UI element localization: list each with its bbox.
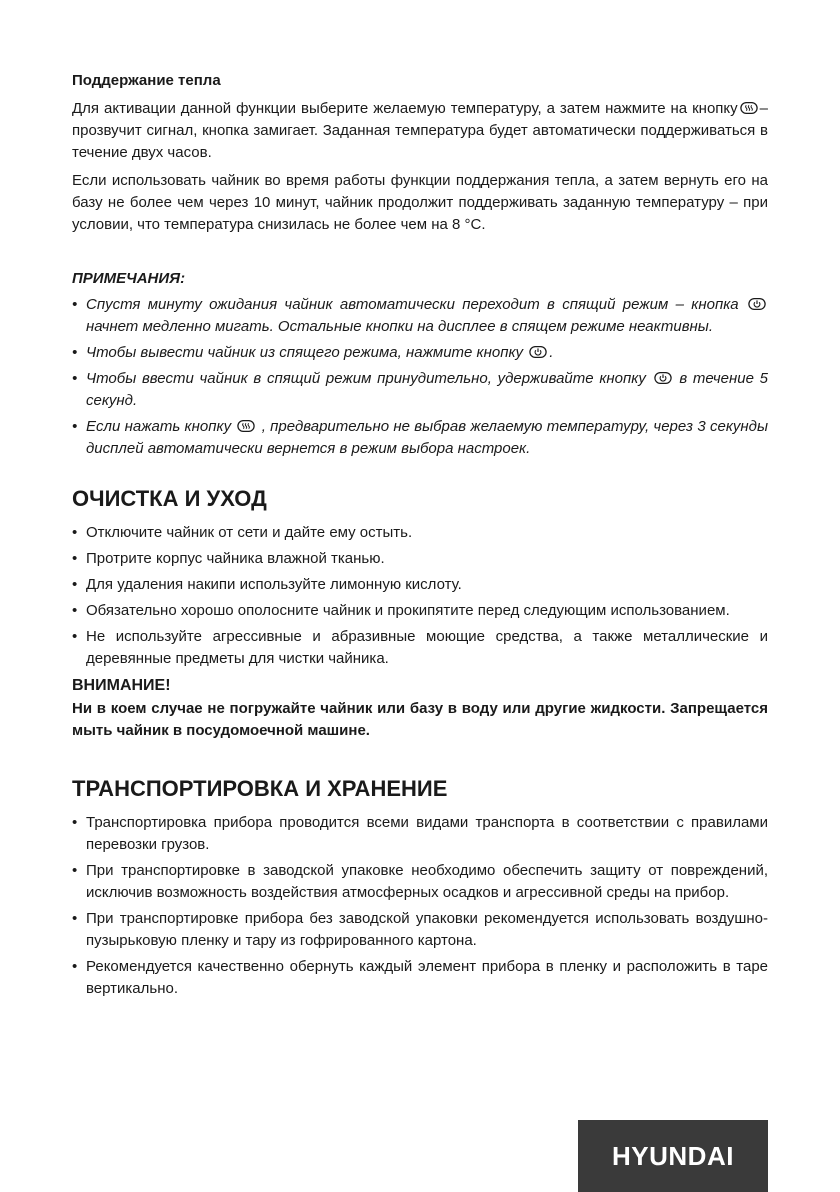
list-item: • Для удаления накипи используйте лимонную кислоту.: [72, 574, 768, 596]
list-item: • Обязательно хорошо ополосните чайник и прокипятите перед следующим использованием.: [72, 600, 768, 622]
transport-list: [72, 812, 768, 1000]
keep-warm-icon: [740, 101, 758, 115]
list-item: [72, 416, 768, 460]
cleaning-list: [72, 522, 768, 670]
keep-warm-title: Поддержание тепла: [72, 72, 221, 89]
note-3-text-a: Чтобы ввести чайник в спящий режим принудительно, удерживайте кнопку: [86, 370, 646, 387]
keep-warm-text-a: Для активации данной функции выберите желаемую температуру, а затем нажмите на кнопку: [72, 100, 738, 117]
cleaning-title: ОЧИСТКА И УХОД: [72, 486, 267, 511]
note-2-text-b: .: [549, 344, 554, 361]
note-4-text-b: , предварительно не выбрав желаемую температуру, через 3 секунды дисплей автоматически вернется в режим выбора настроек.: [86, 418, 768, 457]
list-item: • Не используйте агрессивные и абразивные моющие средства, а также металлические и деревянные предметы для чистки чайника.: [72, 626, 768, 670]
power-icon: [529, 345, 547, 359]
list-item: [72, 294, 768, 338]
power-icon: [654, 371, 672, 385]
notes-title: ПРИМЕЧАНИЯ:: [72, 270, 186, 287]
list-item: • Отключите чайник от сети и дайте ему остыть.: [72, 522, 768, 544]
list-item: • При транспортировке в заводской упаковке необходимо обеспечить защиту от повреждений, исключив возможность воздействия атмосферных осадков и агрессивной среды на прибор.: [72, 860, 768, 904]
list-item: • При транспортировке прибора без заводской упаковки рекомендуется использовать воздушно-пузырьковую пленку и тару из гофрированного картона.: [72, 908, 768, 952]
note-2-text-a: Чтобы вывести чайник из спящего режима, нажмите кнопку: [86, 344, 524, 361]
brand-logo: HYUNDAI: [578, 1120, 768, 1192]
list-item: • Транспортировка прибора проводится всеми видами транспорта в соответствии с правилами перевозки грузов.: [72, 812, 768, 856]
note-1-text-b: начнет медленно мигать. Остальные кнопки на дисплее в спящем режиме неактивны.: [86, 318, 714, 335]
notes-list: [72, 294, 768, 460]
transport-title: ТРАНСПОРТИРОВКА И ХРАНЕНИЕ: [72, 776, 448, 801]
note-3-text-b: в течение 5 секунд.: [86, 370, 768, 409]
power-icon: [748, 297, 766, 311]
keep-warm-icon: [237, 419, 255, 433]
keep-warm-paragraph-2: Если использовать чайник во время работы функции поддержания тепла, а затем вернуть его на базу не более чем через 10 минут, чайник продолжит поддерживать заданную температуру – при условии, что температура снизилась не более чем на 8 °C.: [72, 172, 768, 233]
list-item: • Рекомендуется качественно обернуть каждый элемент прибора в пленку и расположить в таре вертикально.: [72, 956, 768, 1000]
note-1-text-a: Спустя минуту ожидания чайник автоматически переходит в спящий режим – кнопка: [86, 296, 739, 313]
manual-page: [72, 70, 768, 1004]
keep-warm-text-b: – прозвучит сигнал, кнопка замигает. Заданная температура будет автоматически поддерживаться в течение двух часов.: [72, 100, 768, 161]
list-item: [72, 342, 768, 364]
list-item: • Протрите корпус чайника влажной тканью.: [72, 548, 768, 570]
warning-title: ВНИМАНИЕ!: [72, 677, 171, 694]
note-4-text-a: Если нажать кнопку: [86, 418, 232, 435]
warning-text: Ни в коем случае не погружайте чайник или базу в воду или другие жидкости. Запрещается мыть чайник в посудомоечной машине.: [72, 700, 768, 739]
list-item: [72, 368, 768, 412]
keep-warm-paragraph-1: [72, 98, 768, 164]
